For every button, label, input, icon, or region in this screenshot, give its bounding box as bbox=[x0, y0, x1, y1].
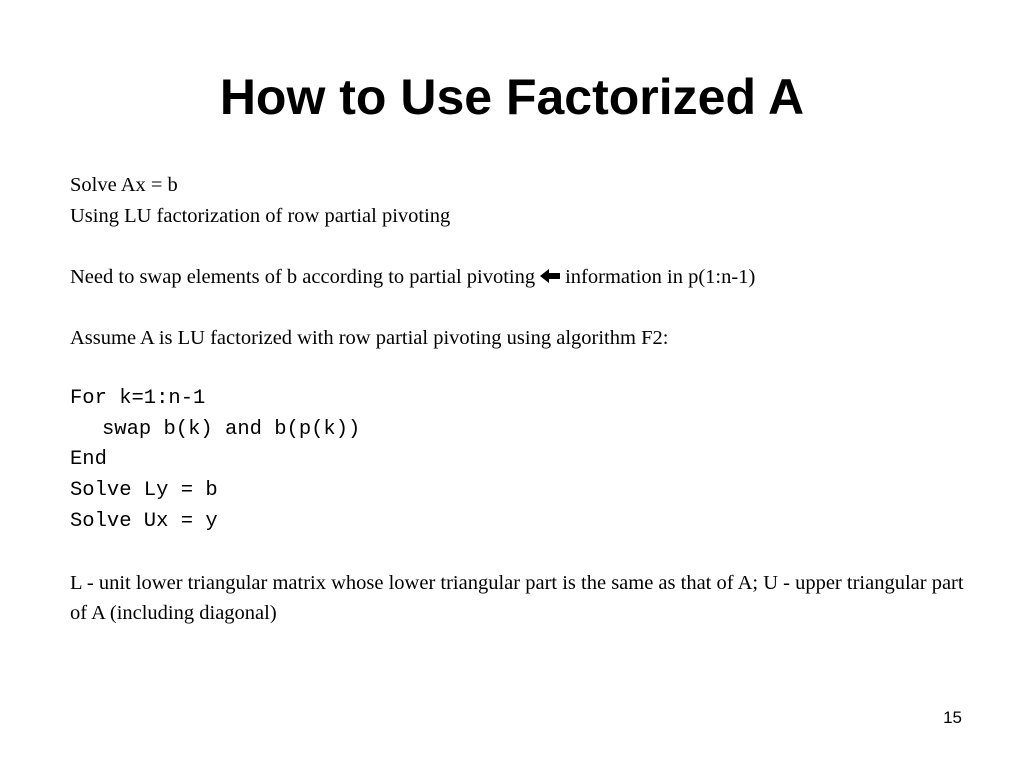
swap-text-before: Need to swap elements of b according to partial pivoting bbox=[70, 265, 536, 288]
code-line-solve-ux: Solve Ux = y bbox=[70, 509, 218, 533]
code-line-solve-ly: Solve Ly = b bbox=[70, 478, 218, 502]
code-line-end: End bbox=[70, 448, 107, 472]
spacer bbox=[70, 231, 970, 262]
method-statement: Using LU factorization of row partial pivoting bbox=[70, 204, 451, 227]
code-line-swap: swap b(k) and b(p(k)) bbox=[102, 417, 361, 441]
spacer bbox=[70, 354, 970, 385]
spacer bbox=[70, 292, 970, 323]
lu-description: L - unit lower triangular matrix whose lower triangular part is the same as that of A; U - upper triangular part of A (including diagonal) bbox=[70, 571, 964, 625]
solve-statement: Solve Ax = b bbox=[70, 174, 178, 196]
left-arrow-icon bbox=[539, 268, 561, 284]
code-line-for: For k=1:n-1 bbox=[70, 387, 206, 411]
spacer bbox=[70, 537, 970, 568]
swap-text-after: information in p(1:n-1) bbox=[565, 265, 756, 288]
page-number: 15 bbox=[943, 708, 962, 727]
slide-body bbox=[70, 170, 970, 629]
swap-statement bbox=[70, 262, 970, 293]
slide-title: How to Use Factorized A bbox=[219, 69, 805, 125]
assume-statement: Assume A is LU factorized with row partial pivoting using algorithm F2: bbox=[70, 326, 669, 349]
